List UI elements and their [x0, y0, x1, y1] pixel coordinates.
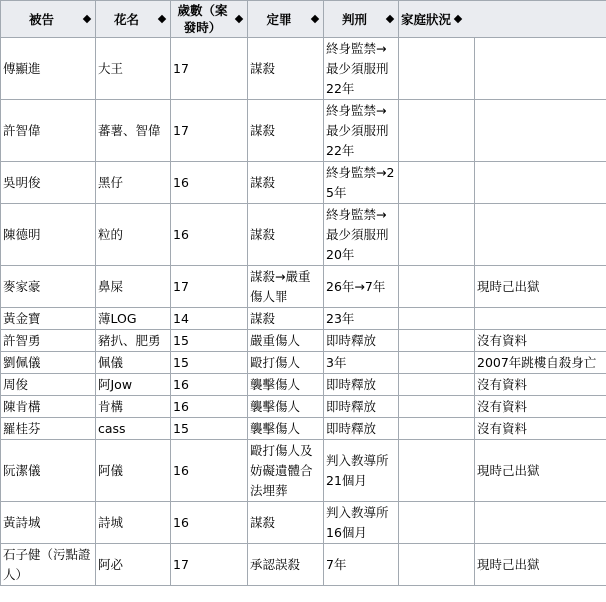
cell-age: 15: [171, 418, 248, 440]
cell-defendant: 傅顯進: [1, 38, 96, 100]
cell-age: 16: [171, 396, 248, 418]
cell-family: [399, 502, 475, 544]
cell-defendant: 陳德明: [1, 204, 96, 266]
cell-status: 現時己出獄: [475, 266, 606, 308]
cell-sentence: 即時釋放: [324, 330, 399, 352]
cell-defendant: 黃詩城: [1, 502, 96, 544]
cell-conviction: 襲擊傷人: [248, 418, 324, 440]
cell-status: 沒有資料: [475, 330, 606, 352]
cell-family: [399, 162, 475, 204]
cell-age: 17: [171, 100, 248, 162]
cell-sentence: 終身監禁→最少須服刑20年: [324, 204, 399, 266]
table-row: [1, 330, 606, 352]
cell-sentence: 終身監禁→最少須服刑22年: [324, 38, 399, 100]
col-header-defendant[interactable]: [1, 1, 96, 38]
cell-conviction: 襲擊傷人: [248, 396, 324, 418]
col-header-label: 家庭狀況: [401, 11, 452, 27]
cell-nickname: 阿必: [96, 544, 171, 586]
col-header-nickname[interactable]: [96, 1, 171, 38]
cell-nickname: 阿儀: [96, 440, 171, 502]
cell-nickname: 大王: [96, 38, 171, 100]
cell-nickname: cass: [96, 418, 171, 440]
cell-defendant: 羅桂芬: [1, 418, 96, 440]
cell-defendant: 陳肯構: [1, 396, 96, 418]
cell-family: [399, 266, 475, 308]
cell-conviction: 謀殺: [248, 502, 324, 544]
cell-sentence: 終身監禁→25年: [324, 162, 399, 204]
cell-age: 14: [171, 308, 248, 330]
table-row: [1, 308, 606, 330]
cell-status: 沒有資料: [475, 418, 606, 440]
cell-status: [475, 204, 606, 266]
cell-family: [399, 352, 475, 374]
cell-age: 15: [171, 352, 248, 374]
cell-sentence: 3年: [324, 352, 399, 374]
col-header-label: 定罪: [266, 11, 292, 27]
cell-nickname: 佩儀: [96, 352, 171, 374]
cell-nickname: 粒的: [96, 204, 171, 266]
col-header-label: 花名: [113, 11, 139, 27]
cell-status: 沒有資料: [475, 396, 606, 418]
cell-sentence: 23年: [324, 308, 399, 330]
cell-sentence: 判入教導所21個月: [324, 440, 399, 502]
col-header-age[interactable]: [171, 1, 248, 38]
cell-family: [399, 418, 475, 440]
cell-age: 17: [171, 38, 248, 100]
table-row: [1, 440, 606, 502]
sort-icon[interactable]: [158, 15, 166, 23]
col-header-label: 歲數（案發時）: [177, 3, 228, 35]
cell-defendant: 許智勇: [1, 330, 96, 352]
cell-nickname: 肯構: [96, 396, 171, 418]
cell-status: [475, 38, 606, 100]
cell-family: [399, 396, 475, 418]
col-header-family[interactable]: [399, 1, 606, 38]
cell-status: [475, 502, 606, 544]
sort-icon[interactable]: [311, 15, 319, 23]
cell-family: [399, 440, 475, 502]
cell-defendant: 黃金寶: [1, 308, 96, 330]
cell-defendant: 石子健（污點證人）: [1, 544, 96, 586]
cell-family: [399, 38, 475, 100]
cell-sentence: 即時釋放: [324, 418, 399, 440]
col-header-label: 判刑: [341, 11, 367, 27]
cell-conviction: 謀殺: [248, 204, 324, 266]
cell-conviction: 謀殺: [248, 162, 324, 204]
sort-icon[interactable]: [83, 15, 91, 23]
cell-nickname: 豬扒、肥勇: [96, 330, 171, 352]
cell-age: 16: [171, 374, 248, 396]
cell-nickname: 黑仔: [96, 162, 171, 204]
table-row: [1, 204, 606, 266]
cell-conviction: 嚴重傷人: [248, 330, 324, 352]
cell-age: 17: [171, 544, 248, 586]
cell-defendant: 阮潔儀: [1, 440, 96, 502]
cell-age: 16: [171, 502, 248, 544]
table-row: [1, 266, 606, 308]
cell-age: 16: [171, 204, 248, 266]
col-header-conviction[interactable]: [248, 1, 324, 38]
cell-defendant: 周俊: [1, 374, 96, 396]
sort-icon[interactable]: [386, 15, 394, 23]
sort-icon[interactable]: [235, 15, 243, 23]
table-row: [1, 352, 606, 374]
cell-family: [399, 308, 475, 330]
cell-conviction: 謀殺→嚴重傷人罪: [248, 266, 324, 308]
cell-status: 沒有資料: [475, 374, 606, 396]
cell-age: 16: [171, 162, 248, 204]
table-header-row: [1, 1, 606, 38]
table-row: [1, 162, 606, 204]
cell-family: [399, 330, 475, 352]
table-row: [1, 544, 606, 586]
cell-age: 16: [171, 440, 248, 502]
table-row: [1, 100, 606, 162]
cell-family: [399, 100, 475, 162]
cell-family: [399, 204, 475, 266]
cell-family: [399, 544, 475, 586]
cell-sentence: 26年→7年: [324, 266, 399, 308]
cell-conviction: 謀殺: [248, 308, 324, 330]
cell-sentence: 7年: [324, 544, 399, 586]
cell-family: [399, 374, 475, 396]
cell-age: 17: [171, 266, 248, 308]
cell-nickname: 鼻屎: [96, 266, 171, 308]
cell-conviction: 襲擊傷人: [248, 374, 324, 396]
table-body: [1, 38, 606, 586]
cell-sentence: 終身監禁→最少須服刑22年: [324, 100, 399, 162]
cell-status: [475, 308, 606, 330]
table-row: [1, 396, 606, 418]
col-header-label: 被告: [28, 11, 54, 27]
col-header-sentence[interactable]: [324, 1, 399, 38]
cell-sentence: 即時釋放: [324, 374, 399, 396]
cell-defendant: 許智偉: [1, 100, 96, 162]
cell-nickname: 蕃薯、智偉: [96, 100, 171, 162]
cell-status: 2007年跳樓自殺身亡: [475, 352, 606, 374]
cell-status: [475, 100, 606, 162]
cell-conviction: 謀殺: [248, 100, 324, 162]
cell-nickname: 詩城: [96, 502, 171, 544]
cell-sentence: 即時釋放: [324, 396, 399, 418]
table-row: [1, 374, 606, 396]
cell-nickname: 阿Jow: [96, 374, 171, 396]
cell-age: 15: [171, 330, 248, 352]
cell-defendant: 劉佩儀: [1, 352, 96, 374]
cell-conviction: 毆打傷人: [248, 352, 324, 374]
cell-defendant: 麥家豪: [1, 266, 96, 308]
cell-sentence: 判入教導所16個月: [324, 502, 399, 544]
cell-defendant: 吳明俊: [1, 162, 96, 204]
cell-status: 現時己出獄: [475, 440, 606, 502]
table-row: [1, 502, 606, 544]
cell-conviction: 毆打傷人及妨礙遺體合法埋葬: [248, 440, 324, 502]
sort-icon[interactable]: [454, 15, 462, 23]
cell-status: [475, 162, 606, 204]
table-row: [1, 38, 606, 100]
table-row: [1, 418, 606, 440]
cell-conviction: 謀殺: [248, 38, 324, 100]
cell-status: 現時己出獄: [475, 544, 606, 586]
cell-conviction: 承認誤殺: [248, 544, 324, 586]
cell-nickname: 薄LOG: [96, 308, 171, 330]
